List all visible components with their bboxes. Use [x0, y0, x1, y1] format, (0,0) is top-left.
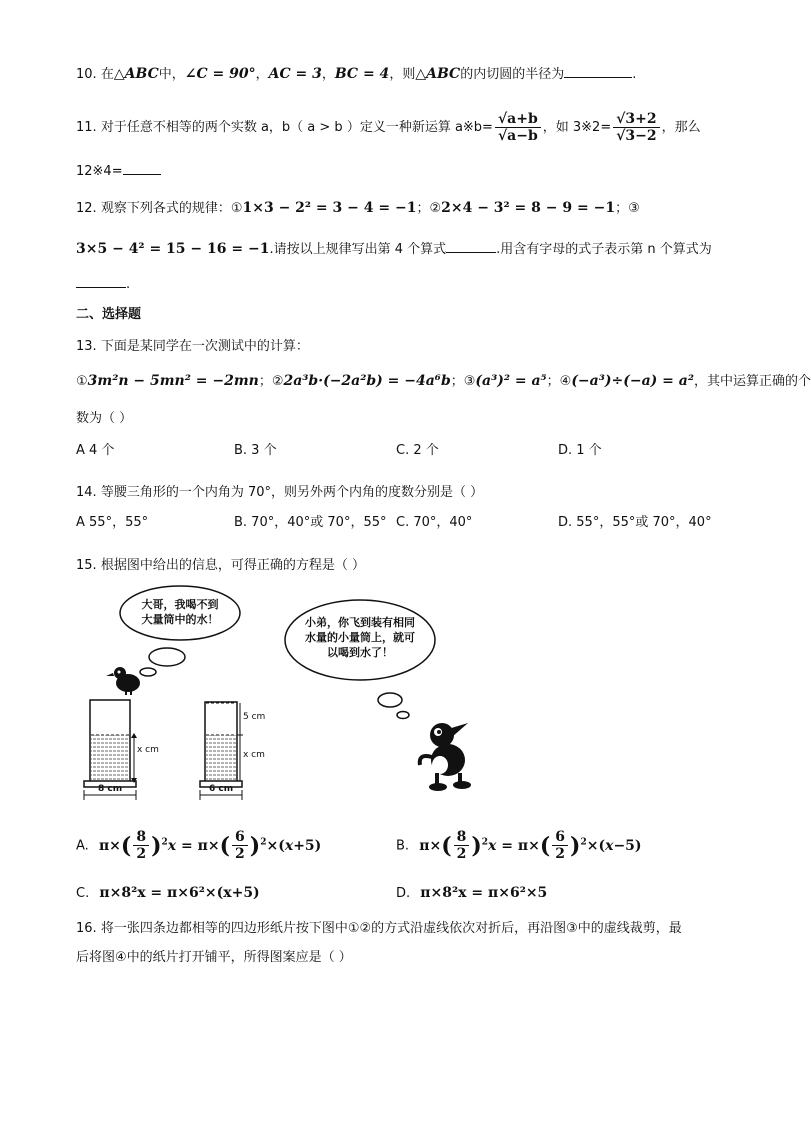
q12-text: .用含有字母的式子表示第 n 个算式为: [496, 242, 712, 257]
option-letter: A.: [76, 838, 89, 854]
q10-triangle: △ABC: [113, 66, 159, 82]
q12-end: .: [126, 277, 131, 292]
cylinder-1-diameter-label: 8 cm: [98, 784, 123, 794]
q13-expression-3: (a³)² = a⁵: [475, 373, 547, 389]
q12-text: .请按以上规律写出第 4 个算式: [269, 242, 447, 257]
q11-fraction-definition: [495, 111, 541, 144]
q13-expression-2: 2a³b·(−2a²b) = −4a⁶b: [283, 373, 451, 389]
q11-fraction-example: [613, 111, 659, 144]
answer-blank: [123, 160, 161, 175]
q14-option-a[interactable]: A 55°，55°: [76, 515, 149, 530]
q10-ac: AC = 3: [268, 66, 322, 82]
q10-sep: ，: [321, 67, 335, 82]
q14-number: 14.: [76, 485, 97, 500]
q14-option-c[interactable]: C. 70°，40°: [396, 515, 473, 530]
q12-text: ；②: [416, 201, 442, 216]
q11-prompt: 12※4=: [76, 164, 123, 179]
q12-text: 观察下列各式的规律：①: [100, 201, 243, 216]
option-letter: C.: [76, 886, 90, 901]
answer-blank: [76, 273, 126, 288]
q10-triangle: △ABC: [415, 66, 461, 82]
cylinder-2-top-label: 5 cm: [243, 712, 266, 722]
q15-figure: [70, 585, 490, 805]
q13-option-a[interactable]: A 4 个: [76, 443, 115, 458]
option-letter: D.: [396, 886, 411, 901]
cylinder-2-height-label: x cm: [243, 750, 265, 760]
fraction-denominator: √3−2: [616, 128, 657, 144]
q13-expression-4: (−a³)÷(−a) = a²: [571, 373, 694, 389]
q13-expression-1: 3m²n − 5mn² = −2mn: [87, 373, 259, 389]
fraction-numerator: √3+2: [613, 111, 659, 128]
question-13-expressions: [76, 370, 811, 393]
crow-icon: [420, 723, 471, 791]
q14-stem: 等腰三角形的一个内角为 70°，则另外两个内角的度数分别是（ ）: [100, 485, 484, 500]
question-12: [76, 197, 640, 220]
question-14: [76, 482, 483, 504]
q13-marker: ；④: [546, 374, 572, 389]
q12-equation-1: 1×3 − 2² = 3 − 4 = −1: [242, 200, 417, 216]
question-11-line2: [76, 160, 161, 183]
answer-blank: [446, 238, 496, 253]
q14-option-b[interactable]: B. 70°，40°或 70°，55°: [234, 515, 387, 530]
cylinder-2-diameter-label: 6 cm: [209, 784, 234, 794]
q13-stem: 下面是某同学在一次测试中的计算：: [100, 339, 309, 354]
bubble-line: 水量的小量筒上，就可: [305, 631, 415, 644]
q13-marker: ①: [76, 374, 88, 389]
question-13-line3: 数为（ ）: [76, 411, 133, 426]
bubble-line: 以喝到水了！: [327, 646, 393, 659]
q13-option-b[interactable]: B. 3 个: [234, 443, 277, 458]
q14-option-d[interactable]: D. 55°，55°或 70°，40°: [558, 515, 712, 530]
fraction-denominator: √a−b: [497, 128, 538, 144]
q10-number: 10.: [76, 67, 97, 82]
q13-text: ，其中运算正确的个: [693, 374, 811, 389]
question-10: [76, 63, 636, 86]
q15-option-c[interactable]: [76, 882, 260, 905]
question-12-line3: [76, 273, 130, 296]
q13-marker: ；③: [450, 374, 476, 389]
q12-number: 12.: [76, 201, 97, 216]
option-expression: π×8²x = π×6²×(x+5): [99, 885, 260, 901]
question-11: [76, 108, 701, 148]
option-expression: π×( $\frac{8}{2}$ )$^2$x = π×( $\frac{6}{2}$ )$^2$×(x−5): [419, 829, 642, 863]
question-16: [76, 918, 682, 940]
section-heading: 二、选择题: [76, 307, 142, 322]
q15-stem: 根据图中给出的信息，可得正确的方程是（ ）: [100, 558, 365, 573]
option-expression: π×8²x = π×6²×5: [420, 885, 548, 901]
cylinder-1-height-label: x cm: [137, 745, 159, 755]
q12-text: ；③: [615, 201, 640, 216]
bubble-line: 大哥，我喝不到: [141, 598, 219, 611]
q13-option-d[interactable]: D. 1 个: [558, 443, 602, 458]
question-13: [76, 336, 309, 358]
fraction-numerator: √a+b: [495, 111, 541, 128]
q13-number: 13.: [76, 339, 97, 354]
q10-text: ，则: [389, 67, 416, 82]
option-expression: π×( $\frac{8}{2}$ )$^2$x = π×( $\frac{6}{2}$ )$^2$×(x+5): [98, 829, 322, 863]
q11-text: ，那么: [661, 120, 701, 135]
q15-option-d[interactable]: [396, 882, 547, 905]
small-crow-icon: [106, 667, 140, 695]
q11-text: ，如 3※2=: [542, 120, 612, 135]
q10-bc: BC = 4: [334, 66, 390, 82]
q11-number: 11.: [76, 120, 97, 135]
q15-number: 15.: [76, 558, 97, 573]
question-12-line2: [76, 238, 712, 261]
q10-angle: ∠C = 90°: [184, 66, 256, 82]
q12-equation-2: 2×4 − 3² = 8 − 9 = −1: [441, 200, 616, 216]
bubble-line: 大量筒中的水！: [141, 613, 219, 626]
q16-text: 将一张四条边都相等的四边形纸片按下图中①②的方式沿虚线依次对折后，再沿图③中的虚线裁剪，最: [100, 921, 682, 936]
answer-blank: [564, 63, 632, 78]
q15-option-b[interactable]: [396, 822, 642, 867]
q12-equation-3: 3×5 − 4² = 15 − 16 = −1: [76, 241, 270, 257]
q10-sep: ，: [255, 67, 269, 82]
q10-text: 在: [100, 67, 114, 82]
question-16-line2: 后将图④中的纸片打开铺平，所得图案应是（ ）: [76, 950, 352, 965]
speech-bubble-2: [290, 615, 430, 660]
q10-text: 的内切圆的半径为: [460, 67, 565, 82]
q13-option-c[interactable]: C. 2 个: [396, 443, 439, 458]
q10-text: 中，: [158, 67, 185, 82]
q16-number: 16.: [76, 921, 97, 936]
bubble-line: 小弟，你飞到装有相同: [305, 616, 415, 629]
option-letter: B.: [396, 838, 410, 854]
speech-bubble-1: [130, 597, 230, 627]
q10-end: .: [632, 67, 637, 82]
question-15: [76, 555, 365, 577]
q15-option-a[interactable]: [76, 822, 321, 867]
q13-marker: ；②: [258, 374, 284, 389]
q11-text: 对于任意不相等的两个实数 a，b（ a > b ）定义一种新运算 a※b=: [100, 120, 493, 135]
